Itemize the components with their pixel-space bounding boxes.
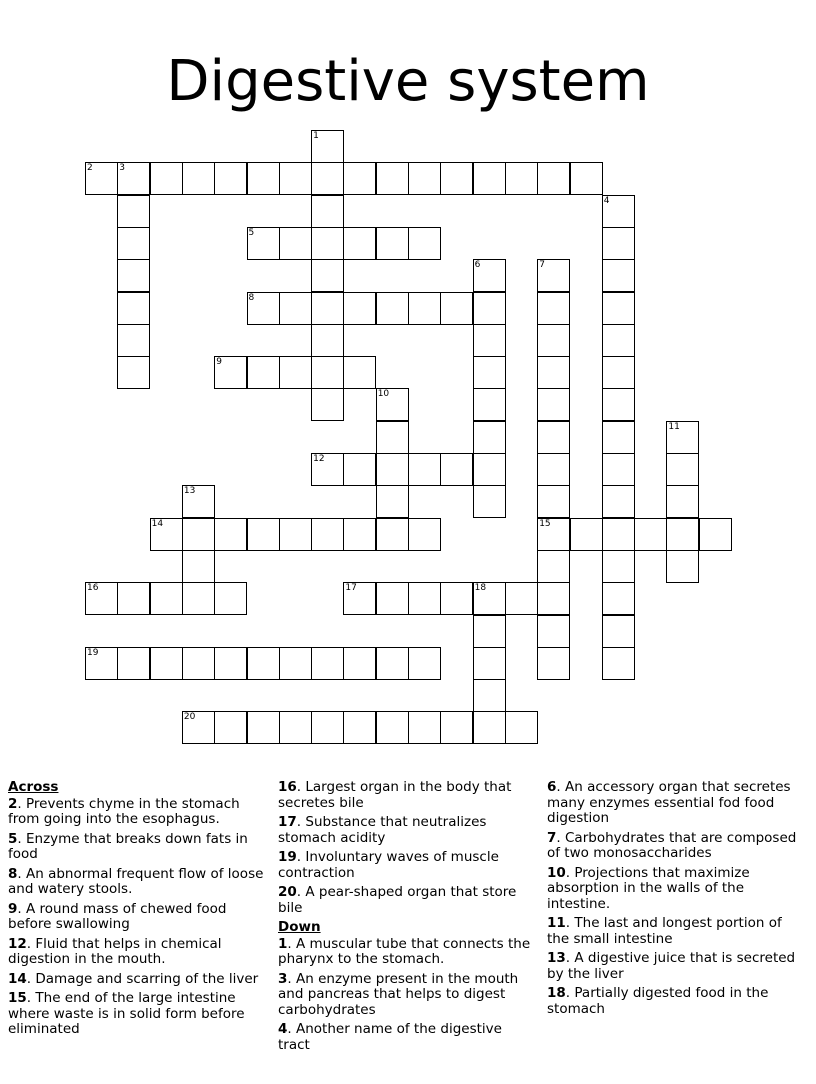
clue-number-label: 14	[8, 970, 27, 987]
clue-across-9: 9. A round mass of chewed food before swallowing	[8, 900, 227, 932]
grid-cell[interactable]	[505, 162, 538, 195]
clue-number: 17	[345, 583, 357, 594]
clue-number: 7	[539, 260, 545, 271]
grid-cell[interactable]	[150, 162, 183, 195]
grid-cell[interactable]	[117, 292, 150, 325]
grid-cell[interactable]	[376, 647, 409, 680]
grid-cell[interactable]	[666, 485, 699, 518]
clue-text: Carbohydrates that are composed of two monosaccharides	[547, 829, 797, 861]
grid-cell[interactable]	[376, 453, 409, 486]
grid-cell[interactable]	[473, 259, 506, 292]
grid-cell[interactable]	[214, 162, 247, 195]
grid-cell[interactable]	[311, 130, 344, 163]
grid-cell[interactable]	[537, 550, 570, 583]
grid-cell[interactable]	[473, 679, 506, 712]
grid-cell[interactable]	[311, 292, 344, 325]
grid-cell[interactable]	[408, 647, 441, 680]
clue-down-10: 10. Projections that maximize absorption in the walls of the intestine.	[547, 864, 750, 912]
grid-cell[interactable]	[279, 647, 312, 680]
clue-text: The last and longest portion of the small intestine	[547, 915, 782, 947]
grid-cell[interactable]	[408, 582, 441, 615]
grid-cell[interactable]	[150, 647, 183, 680]
down-heading: Down	[278, 919, 321, 935]
clue-number-label: 5	[8, 830, 18, 847]
across-heading: Across	[8, 779, 59, 795]
grid-cell[interactable]	[602, 259, 635, 292]
grid-cell[interactable]	[182, 582, 215, 615]
clue-text: The end of the large intestine where waste is in solid form before eliminated	[8, 990, 245, 1037]
grid-cell[interactable]	[311, 195, 344, 228]
clue-down-3: 3. An enzyme present in the mouth and pancreas that helps to digest carbohydrates	[278, 970, 519, 1018]
clue-text: A muscular tube that connects the pharynx to the stomach.	[278, 935, 531, 967]
grid-cell[interactable]	[343, 356, 376, 389]
clue-across-2: 2. Prevents chyme in the stomach from going into the esophagus.	[8, 795, 240, 827]
clue-number: 19	[87, 647, 99, 658]
clue-text: Involuntary waves of muscle contraction	[278, 849, 499, 881]
grid-cell[interactable]	[666, 550, 699, 583]
grid-cell[interactable]	[473, 421, 506, 454]
clue-number: 5	[248, 227, 255, 238]
grid-cell[interactable]	[117, 324, 150, 357]
grid-cell[interactable]	[343, 292, 376, 325]
grid-cell[interactable]	[408, 227, 441, 260]
clue-across-17: 17. Substance that neutralizes stomach acidity	[278, 814, 487, 846]
clue-across-20: 20. A pear-shaped organ that store bile	[278, 884, 517, 916]
clue-text: An abnormal frequent flow of loose and watery stools.	[8, 865, 264, 897]
grid-cell[interactable]	[376, 292, 409, 325]
clue-number: 1	[313, 131, 319, 141]
clue-number-label: 12	[8, 935, 27, 952]
grid-cell[interactable]	[376, 227, 409, 260]
grid-cell[interactable]	[408, 711, 441, 744]
grid-cell[interactable]	[214, 582, 247, 615]
grid-cell[interactable]	[440, 582, 473, 615]
clue-number-label: 18	[547, 985, 566, 1001]
grid-cell[interactable]	[408, 162, 441, 195]
grid-cell[interactable]	[247, 356, 280, 389]
grid-cell[interactable]	[602, 550, 635, 583]
grid-cell[interactable]	[85, 647, 118, 680]
grid-cell[interactable]	[182, 647, 215, 680]
grid-cell[interactable]	[473, 485, 506, 518]
grid-cell[interactable]	[537, 259, 570, 292]
grid-cell[interactable]	[537, 615, 570, 648]
grid-cell[interactable]	[537, 485, 570, 518]
grid-cell[interactable]	[473, 711, 506, 744]
grid-cell[interactable]	[602, 485, 635, 518]
grid-cell[interactable]	[602, 453, 635, 486]
clue-number-label: 20	[278, 884, 297, 900]
grid-cell[interactable]	[408, 292, 441, 325]
grid-cell[interactable]	[376, 485, 409, 518]
grid-cell[interactable]	[279, 518, 312, 551]
grid-cell[interactable]	[537, 582, 570, 615]
grid-cell[interactable]	[311, 453, 344, 486]
grid-cell[interactable]	[666, 518, 699, 551]
grid-cell[interactable]	[117, 162, 150, 195]
grid-cell[interactable]	[602, 615, 635, 648]
grid-cell[interactable]	[408, 518, 441, 551]
clue-number-label: 19	[278, 849, 297, 865]
grid-cell[interactable]	[376, 162, 409, 195]
clue-number: 11	[668, 421, 680, 432]
grid-cell[interactable]	[570, 518, 603, 551]
clue-text: Enzyme that breaks down fats in food	[8, 830, 248, 862]
grid-cell[interactable]	[602, 356, 635, 389]
clue-down-18: 18. Partially digested food in the stomach	[547, 985, 769, 1017]
clue-number-label: 10	[547, 864, 566, 881]
clue-text: Substance that neutralizes stomach acidity	[278, 814, 487, 846]
grid-cell[interactable]	[247, 647, 280, 680]
grid-cell[interactable]	[473, 162, 506, 195]
grid-cell[interactable]	[247, 711, 280, 744]
grid-cell[interactable]	[117, 582, 150, 615]
clue-number: 6	[474, 260, 481, 271]
grid-cell[interactable]	[311, 647, 344, 680]
grid-cell[interactable]	[634, 518, 667, 551]
grid-cell[interactable]	[117, 356, 150, 389]
clue-across-5: 5. Enzyme that breaks down fats in food	[8, 830, 248, 862]
grid-cell[interactable]	[311, 711, 344, 744]
clue-across-14: 14. Damage and scarring of the liver	[8, 970, 259, 987]
grid-cell[interactable]	[537, 453, 570, 486]
clue-text: Prevents chyme in the stomach from going into the esophagus.	[8, 795, 240, 827]
grid-cell[interactable]	[279, 292, 312, 325]
grid-cell[interactable]	[505, 582, 538, 615]
clue-number: 2	[87, 163, 93, 174]
grid-cell[interactable]	[343, 647, 376, 680]
grid-cell[interactable]	[537, 388, 570, 421]
grid-cell[interactable]	[537, 356, 570, 389]
grid-cell[interactable]	[279, 227, 312, 260]
clue-number-label: 2	[8, 795, 18, 812]
grid-cell[interactable]	[440, 711, 473, 744]
clue-number: 14	[151, 518, 164, 529]
clue-across-15: 15. The end of the large intestine where waste is in solid form before eliminated	[8, 990, 245, 1037]
clue-number-label: 9	[8, 900, 18, 917]
clues-column-3	[547, 780, 805, 1021]
clue-number: 4	[603, 195, 610, 206]
grid-cell[interactable]	[247, 518, 280, 551]
grid-cell[interactable]	[473, 615, 506, 648]
grid-cell[interactable]	[376, 711, 409, 744]
grid-cell[interactable]	[117, 647, 150, 680]
grid-cell[interactable]	[473, 453, 506, 486]
grid-cell[interactable]	[311, 518, 344, 551]
clue-across-16: 16. Largest organ in the body that secretes bile	[278, 779, 512, 811]
grid-cell[interactable]	[440, 162, 473, 195]
grid-cell[interactable]	[376, 518, 409, 551]
clue-across-8: 8. An abnormal frequent flow of loose and watery stools.	[8, 865, 264, 897]
grid-cell[interactable]	[473, 388, 506, 421]
grid-cell[interactable]	[602, 324, 635, 357]
grid-cell[interactable]	[247, 292, 280, 325]
clue-text: An accessory organ that secretes many enzymes essential fod food digestion	[547, 779, 791, 826]
grid-cell[interactable]	[602, 518, 635, 551]
grid-cell[interactable]	[602, 227, 635, 260]
page-title: Digestive system	[166, 49, 650, 114]
clue-number: 13	[183, 486, 196, 497]
clue-text: Fluid that helps in chemical digestion in the mouth.	[8, 935, 222, 967]
clue-text: A digestive juice that is secreted by the liver	[547, 950, 796, 982]
grid-cell[interactable]	[279, 356, 312, 389]
grid-cell[interactable]	[602, 292, 635, 325]
clue-text: Another name of the digestive tract	[278, 1021, 502, 1053]
clue-text: A pear-shaped organ that store bile	[278, 884, 517, 916]
clue-text: An enzyme present in the mouth and pancreas that helps to digest carbohydrates	[278, 970, 519, 1018]
clue-number: 16	[87, 583, 99, 594]
clue-text: Projections that maximize absorption in the walls of the intestine.	[547, 864, 750, 912]
grid-cell[interactable]	[537, 518, 570, 551]
grid-cell[interactable]	[117, 227, 150, 260]
clue-text: Partially digested food in the stomach	[547, 985, 769, 1017]
clue-across-12: 12. Fluid that helps in chemical digestion in the mouth.	[8, 935, 222, 967]
grid-cell[interactable]	[214, 647, 247, 680]
grid-cell[interactable]	[311, 324, 344, 357]
grid-cell[interactable]	[117, 195, 150, 228]
grid-cell[interactable]	[473, 292, 506, 325]
grid-cell[interactable]	[537, 647, 570, 680]
grid-cell[interactable]	[214, 356, 247, 389]
grid-cell[interactable]	[537, 162, 570, 195]
grid-cell[interactable]	[343, 518, 376, 551]
grid-cell[interactable]	[602, 195, 635, 228]
clue-number: 9	[216, 357, 222, 368]
clues-column-1	[8, 780, 264, 1042]
clues-column-2	[278, 780, 534, 1057]
clue-number-label: 3	[278, 970, 288, 987]
grid-cell[interactable]	[537, 324, 570, 357]
grid-cell[interactable]	[408, 453, 441, 486]
clue-across-19: 19. Involuntary waves of muscle contraction	[278, 849, 499, 881]
clue-number-label: 15	[8, 990, 27, 1006]
grid-cell[interactable]	[699, 518, 732, 551]
grid-cell[interactable]	[117, 259, 150, 292]
grid-cell[interactable]	[343, 453, 376, 486]
grid-cell[interactable]	[247, 227, 280, 260]
grid-cell[interactable]	[343, 582, 376, 615]
grid-cell[interactable]	[602, 582, 635, 615]
clue-number-label: 16	[278, 779, 297, 795]
clue-text: Damage and scarring of the liver	[35, 970, 259, 987]
grid-cell[interactable]	[602, 388, 635, 421]
grid-cell[interactable]	[182, 550, 215, 583]
grid-cell[interactable]	[311, 388, 344, 421]
grid-cell[interactable]	[666, 421, 699, 454]
clue-number: 18	[474, 583, 487, 594]
grid-cell[interactable]	[182, 162, 215, 195]
grid-cell[interactable]	[311, 162, 344, 195]
clue-down-1: 1. A muscular tube that connects the pharynx to the stomach.	[278, 935, 531, 967]
clue-number-label: 13	[547, 950, 566, 966]
grid-cell[interactable]	[311, 259, 344, 292]
grid-cell[interactable]	[85, 162, 118, 195]
grid-cell[interactable]	[150, 518, 183, 551]
clue-down-7: 7. Carbohydrates that are composed of two monosaccharides	[547, 829, 797, 861]
grid-cell[interactable]	[570, 162, 603, 195]
grid-cell[interactable]	[343, 711, 376, 744]
grid-cell[interactable]	[279, 162, 312, 195]
clue-down-4: 4. Another name of the digestive tract	[278, 1021, 502, 1053]
grid-cell[interactable]	[214, 711, 247, 744]
clue-text: A round mass of chewed food before swallowing	[8, 900, 227, 932]
grid-cell[interactable]	[343, 162, 376, 195]
grid-cell[interactable]	[182, 711, 215, 744]
grid-cell[interactable]	[473, 582, 506, 615]
grid-cell[interactable]	[214, 518, 247, 551]
grid-cell[interactable]	[311, 356, 344, 389]
clue-number-label: 6	[547, 779, 557, 795]
clue-number: 20	[183, 712, 196, 723]
grid-cell[interactable]	[473, 647, 506, 680]
clue-number-label: 17	[278, 814, 297, 830]
grid-cell[interactable]	[440, 453, 473, 486]
grid-cell[interactable]	[473, 356, 506, 389]
grid-cell[interactable]	[279, 711, 312, 744]
grid-cell[interactable]	[602, 647, 635, 680]
grid-cell[interactable]	[85, 582, 118, 615]
grid-cell[interactable]	[473, 324, 506, 357]
grid-cell[interactable]	[537, 292, 570, 325]
clue-down-13: 13. A digestive juice that is secreted by the liver	[547, 950, 796, 982]
grid-cell[interactable]	[182, 518, 215, 551]
grid-cell[interactable]	[666, 453, 699, 486]
clue-number-label: 7	[547, 829, 557, 846]
clue-number-label: 8	[8, 865, 18, 882]
grid-cell[interactable]	[505, 711, 538, 744]
clue-down-11: 11. The last and longest portion of the small intestine	[547, 915, 782, 947]
grid-cell[interactable]	[376, 582, 409, 615]
grid-cell[interactable]	[376, 421, 409, 454]
grid-cell[interactable]	[182, 485, 215, 518]
clue-number-label: 4	[278, 1021, 288, 1037]
grid-cell[interactable]	[150, 582, 183, 615]
grid-cell[interactable]	[343, 227, 376, 260]
clue-number-label: 1	[278, 935, 288, 952]
clue-number: 10	[377, 389, 390, 400]
grid-cell[interactable]	[537, 421, 570, 454]
clue-text: Largest organ in the body that secretes bile	[278, 779, 512, 811]
clue-number: 12	[313, 454, 325, 464]
grid-cell[interactable]	[311, 227, 344, 260]
grid-cell[interactable]	[376, 388, 409, 421]
clue-number: 3	[119, 163, 126, 174]
clue-number-label: 11	[547, 915, 566, 931]
grid-cell[interactable]	[247, 162, 280, 195]
grid-cell[interactable]	[602, 421, 635, 454]
clue-number: 15	[539, 518, 551, 529]
grid-cell[interactable]	[440, 292, 473, 325]
clue-number: 8	[248, 292, 255, 303]
clue-down-6: 6. An accessory organ that secretes many enzymes essential fod food digestion	[547, 779, 791, 826]
